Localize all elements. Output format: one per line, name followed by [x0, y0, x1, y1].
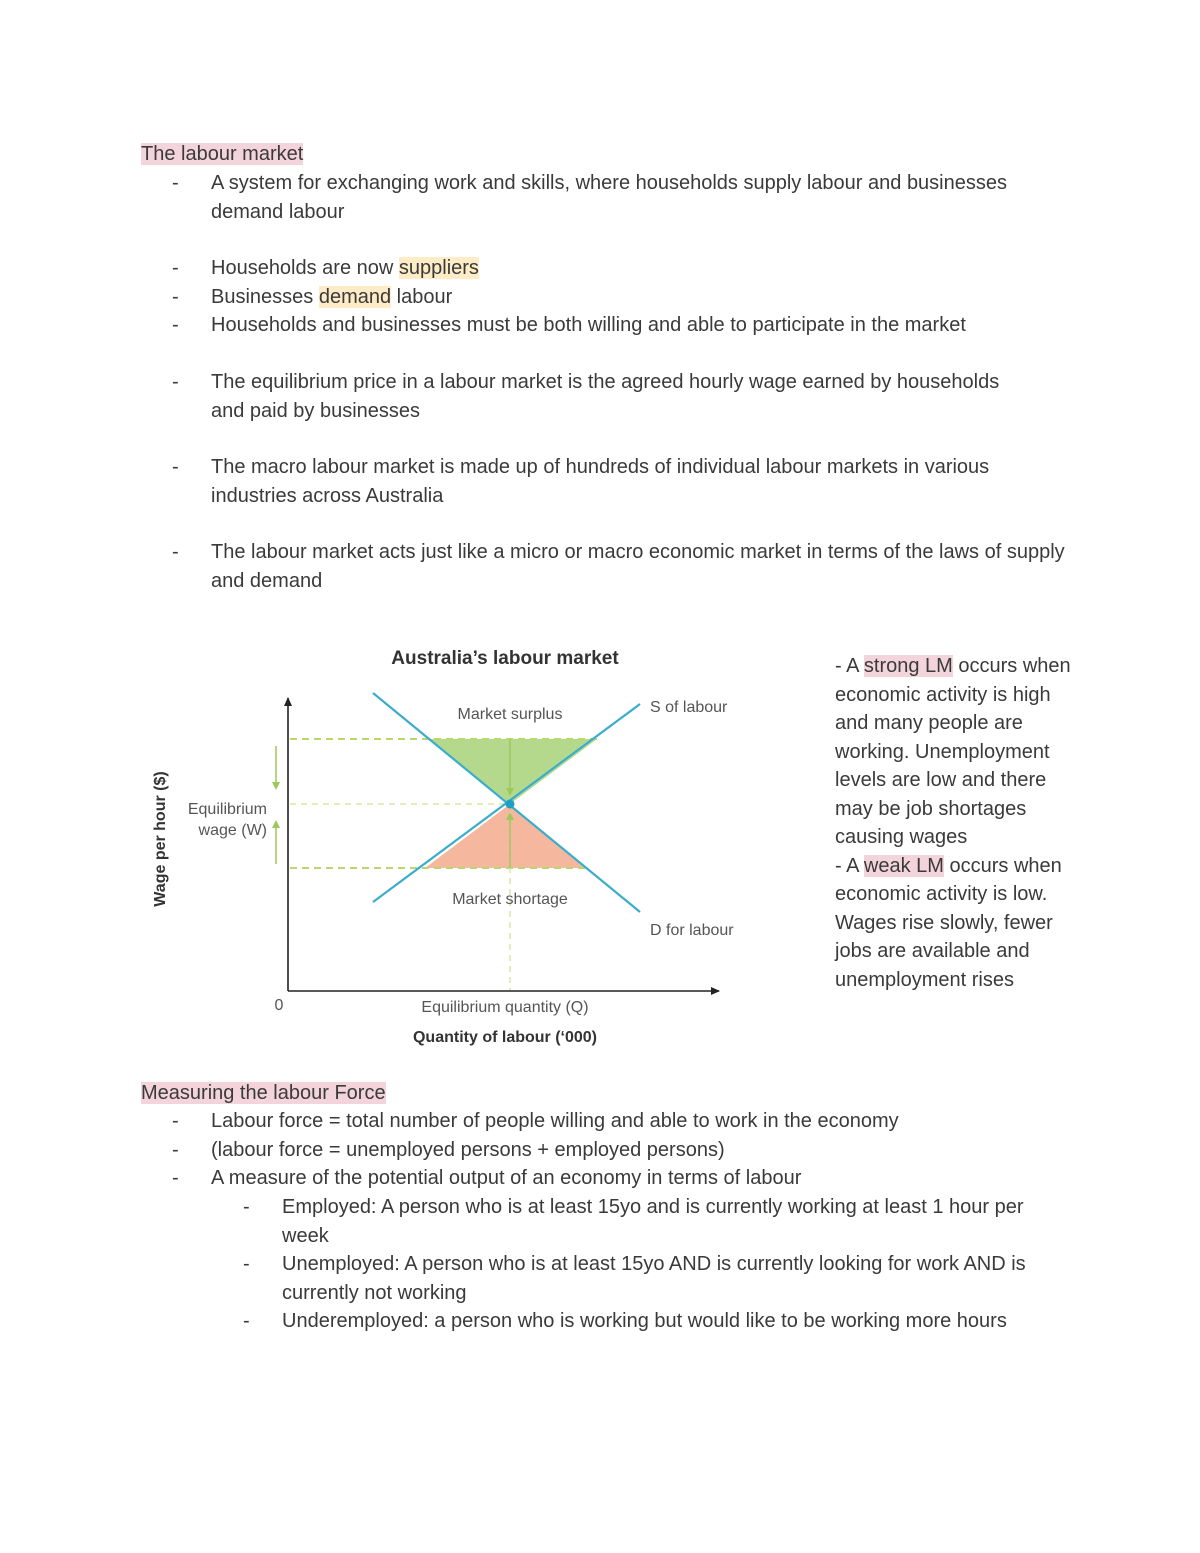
bullet-text: Labour force = total number of people willing and able to work in the economy [211, 1110, 899, 1132]
bullet-text: Unemployed: A person who is at least 15yo AND is currently looking for work AND is currently not working [282, 1253, 1026, 1304]
heading-highlight: Measuring the labour Force [141, 1082, 386, 1104]
bullet-dash: - [172, 371, 179, 393]
y-axis-label: Wage per hour ($) [152, 771, 169, 907]
bullet-text: The macro labour market is made up of hundreds of individual labour markets in various industries across Australia [211, 456, 990, 507]
highlighted-term: strong LM [863, 655, 953, 677]
shortage-area [425, 804, 586, 868]
x-axis-label: Quantity of labour (‘000) [412, 1029, 598, 1046]
side-note-weak [835, 852, 1075, 995]
bullet-dash: - [172, 456, 179, 478]
bullet-dash: - [172, 541, 179, 563]
bullet-dash: - [243, 1310, 250, 1332]
bullet-text [211, 254, 1072, 283]
bullet-text: Employed: A person who is at least 15yo and is currently working at least 1 hour per week [282, 1196, 1024, 1247]
highlighted-term: weak LM [863, 854, 944, 877]
supply-label: S of labour [650, 699, 728, 716]
labour-market-diagram [138, 636, 778, 1056]
diagram-title: Australia’s labour market [391, 648, 619, 669]
side-note-strong [835, 652, 1075, 852]
bullet-text-part: Businesses [211, 286, 319, 308]
origin-label: 0 [274, 997, 284, 1014]
bullet-dash: - [172, 286, 179, 308]
section-heading-labour-force [141, 1079, 386, 1107]
side-note-text: occurs when economic activity is high and many people are working. Unemployment levels are low and there may be job shortages causing wages [835, 655, 1071, 848]
bullet-text: Households and businesses must be both willing and able to participate in the market [211, 314, 966, 336]
bullet-text [211, 283, 1072, 312]
surplus-area [430, 739, 597, 804]
bullet-text: The labour market acts just like a micro or macro economic market in terms of the laws of supply and demand [211, 541, 1065, 592]
side-note-prefix: - A [835, 854, 864, 877]
equilibrium-point [506, 800, 515, 809]
bullet-text: Underemployed: a person who is working but would like to be working more hours [282, 1310, 1007, 1332]
diagram-svg [138, 636, 778, 1056]
bullet-dash: - [172, 172, 179, 194]
bullet-text: The equilibrium price in a labour market is the agreed hourly wage earned by households and paid by businesses [211, 371, 1000, 422]
heading-highlight: The labour market [141, 143, 304, 165]
equilibrium-quantity-label: Equilibrium quantity (Q) [421, 999, 589, 1016]
side-note-text: occurs when economic activity is low. Wages rise slowly, fewer jobs are available and unemployment rises [835, 854, 1062, 991]
highlighted-term: demand [318, 286, 392, 308]
shortage-label: Market shortage [452, 891, 568, 908]
surplus-label: Market surplus [457, 706, 563, 723]
bullet-text-part: Households are now [211, 257, 399, 279]
equilibrium-wage-label-line2: wage (W) [198, 822, 267, 839]
bullet-dash: - [172, 1167, 179, 1189]
bullet-text: A system for exchanging work and skills, where households supply labour and businesses demand labour [211, 172, 1007, 223]
equilibrium-wage-label-line1: Equilibrium [187, 801, 267, 818]
section-heading-labour-market [141, 140, 303, 168]
bullet-dash: - [172, 1110, 179, 1132]
bullet-dash: - [172, 257, 179, 279]
bullet-text-part: labour [391, 286, 453, 308]
bullet-text: (labour force = unemployed persons + employed persons) [211, 1139, 725, 1161]
highlighted-term: suppliers [398, 257, 479, 279]
bullet-dash: - [172, 1139, 179, 1161]
side-notes [835, 652, 1075, 994]
bullet-dash: - [243, 1196, 250, 1218]
bullet-dash: - [172, 314, 179, 336]
demand-label: D for labour [650, 922, 734, 939]
side-note-prefix: - A [835, 655, 864, 677]
bullet-text: A measure of the potential output of an economy in terms of labour [211, 1167, 802, 1189]
bullet-dash: - [243, 1253, 250, 1275]
